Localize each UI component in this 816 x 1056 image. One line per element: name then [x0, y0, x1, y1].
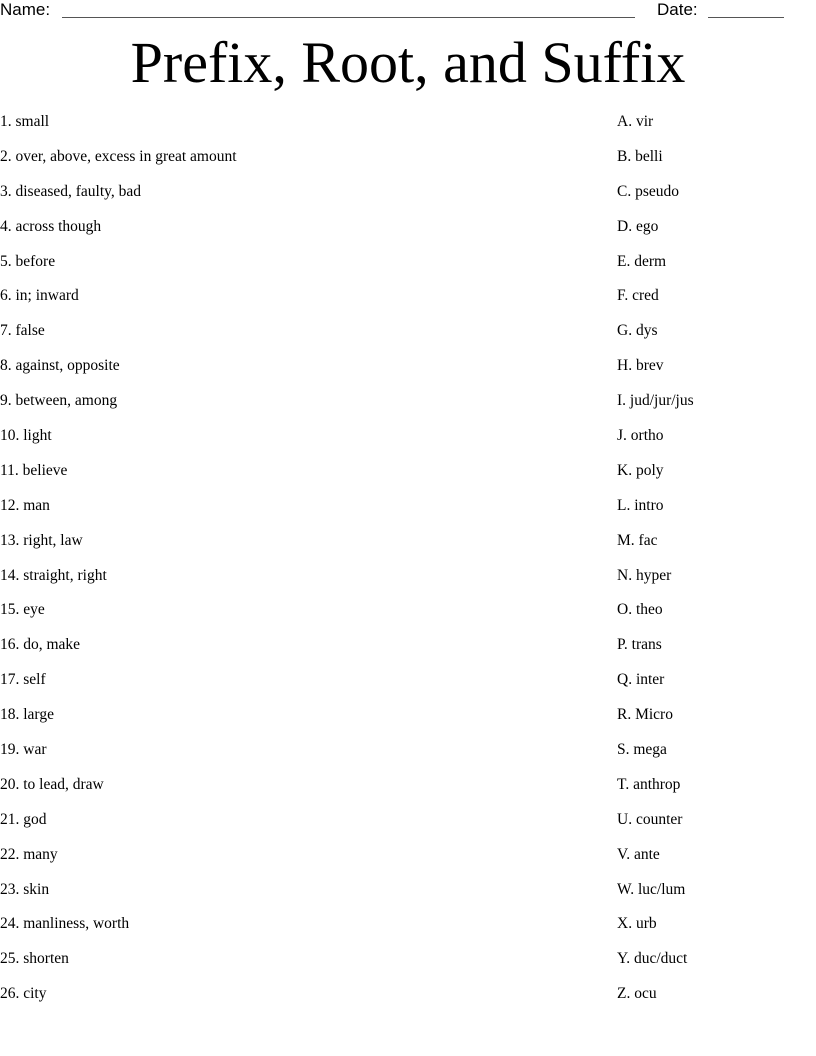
definition-item: 12. man	[0, 496, 50, 514]
definition-item: 7. false	[0, 322, 45, 340]
word-part-item: F. cred	[617, 287, 659, 305]
definition-item: 19. war	[0, 741, 47, 759]
word-part-item: H. brev	[617, 357, 664, 375]
definition-item: 11. believe	[0, 461, 68, 479]
definition-item: 25. shorten	[0, 950, 69, 968]
word-part-item: M. fac	[617, 531, 658, 549]
name-blank-line	[62, 17, 635, 18]
word-part-item: A. vir	[617, 113, 654, 130]
definition-item: 6. in; inward	[0, 287, 79, 305]
word-part-item: G. dys	[617, 322, 658, 340]
definition-item: 22. many	[0, 845, 58, 863]
word-part-item: N. hyper	[617, 566, 672, 584]
definition-item: 26. city	[0, 985, 47, 1003]
word-part-item: Q. inter	[617, 671, 665, 689]
definition-item: 15. eye	[0, 601, 45, 619]
definition-item: 20. to lead, draw	[0, 775, 104, 793]
definition-item: 5. before	[0, 252, 56, 270]
word-part-item: D. ego	[617, 217, 659, 235]
worksheet-title: Prefix, Root, and Suffix	[130, 30, 686, 95]
date-blank-line	[708, 17, 784, 18]
word-part-item: Y. duc/duct	[617, 950, 688, 968]
name-label: Name:	[0, 0, 51, 19]
definition-item: 24. manliness, worth	[0, 915, 130, 933]
word-part-item: B. belli	[617, 147, 663, 165]
word-part-item: T. anthrop	[617, 775, 681, 793]
definition-item: 17. self	[0, 671, 46, 689]
word-part-item: X. urb	[617, 915, 657, 933]
word-part-item: O. theo	[617, 601, 663, 619]
word-parts-list	[617, 110, 816, 1017]
definition-item: 16. do, make	[0, 636, 81, 654]
word-part-item: Z. ocu	[617, 985, 657, 1003]
word-part-item: P. trans	[617, 636, 662, 654]
word-part-item: U. counter	[617, 810, 683, 828]
definition-item: 9. between, among	[0, 392, 118, 410]
definition-item: 10. light	[0, 427, 52, 445]
word-part-item: C. pseudo	[617, 182, 679, 200]
definition-item: 4. across though	[0, 217, 102, 235]
word-part-item: R. Micro	[617, 706, 673, 724]
definition-item: 21. god	[0, 810, 47, 828]
word-part-item: V. ante	[617, 845, 660, 863]
definition-item: 1. small	[0, 113, 50, 130]
definition-item: 8. against, opposite	[0, 357, 120, 375]
word-part-item: L. intro	[617, 496, 664, 514]
word-part-item: W. luc/lum	[617, 880, 686, 898]
definitions-list	[0, 110, 560, 1017]
word-part-item: J. ortho	[617, 427, 664, 445]
definition-item: 3. diseased, faulty, bad	[0, 182, 142, 200]
definition-item: 2. over, above, excess in great amount	[0, 147, 237, 165]
date-label: Date:	[657, 0, 698, 19]
header-row	[0, 0, 816, 24]
definition-item: 13. right, law	[0, 531, 83, 549]
word-part-item: I. jud/jur/jus	[617, 392, 694, 410]
definition-item: 14. straight, right	[0, 566, 107, 584]
definition-item: 18. large	[0, 706, 54, 724]
definition-item: 23. skin	[0, 880, 50, 898]
word-part-item: K. poly	[617, 461, 664, 479]
word-part-item: S. mega	[617, 741, 667, 759]
word-part-item: E. derm	[617, 252, 667, 270]
